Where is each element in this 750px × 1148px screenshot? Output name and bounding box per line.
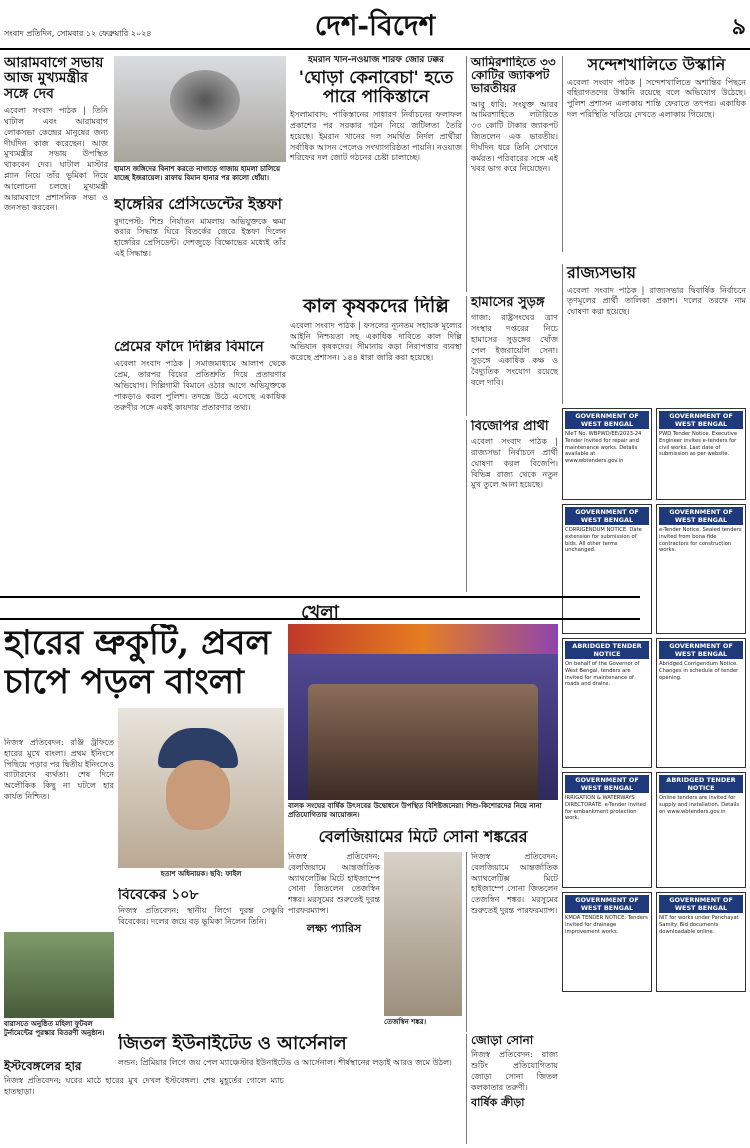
page-number: ৯ xyxy=(731,15,746,40)
article-body: নিজস্ব প্রতিবেদন: ঘরের মাঠে হারের মুখ দেখল ইস্টবেঙ্গল। শেষ মুহূর্তের গোলে ম্যাচ হাতছাড়া। xyxy=(4,1076,284,1096)
headline: বেলজিয়ামের মিটে সোনা শঙ্করের xyxy=(318,828,528,846)
article-vivek xyxy=(118,888,284,968)
tender-notice: GOVERNMENT OF WEST BENGAL NIeT No. WBPWD/EE/2023-24 Tender invited for repair and maintenance works. Details available at www.wbtenders.gov.in xyxy=(562,408,652,500)
tender-notice: GOVERNMENT OF WEST BENGAL IRRIGATION & WATERWAYS DIRECTORATE. e-Tender invited for embankment protection work. xyxy=(562,772,652,888)
kicker: ইমরান খান-নওয়াজ শরিফ জোর টক্কর xyxy=(308,56,444,65)
article-belgium-headline xyxy=(288,828,558,850)
tender-notice: GOVERNMENT OF WEST BENGAL CORRIGENDUM NOTICE. Date extension for submission of bids. All other terms unchanged. xyxy=(562,504,652,634)
headline: প্রেমের ফাঁদে দিল্লির বিমানে xyxy=(114,340,264,355)
article-body: নিজস্ব প্রতিবেদন: রাজ্য শুটিং প্রতিযোগিতায় জোড়া সোনা জিতল কলকাতার তরুণী। xyxy=(471,1050,558,1092)
tender-notice: GOVERNMENT OF WEST BENGAL PWD Tender Notice. Executive Engineer invites e-tenders for civil works. Last date of submission as per website. xyxy=(656,408,746,500)
article-sandeshkhali xyxy=(562,56,746,252)
headline: কাল কৃষকদের দিল্লি xyxy=(303,296,449,317)
tender-notice: GOVERNMENT OF WEST BENGAL NIT for works under Panchayat Samity. Bid documents downloadable online. xyxy=(656,892,746,992)
photo-caption: তেজস্বিন শঙ্কর। xyxy=(384,1017,427,1026)
article-body: বুদাপেস্ট: শিশু নির্যাতন মামলায় অভিযুক্তকে ক্ষমা করার সিদ্ধান্ত ঘিরে বিতর্কের জেরে ইস্তফা দিলেন হাঙ্গেরির প্রেসিডেন্ট। দেশজুড়ে বিক্ষোভের মধ্যেই তাঁর এই সিদ্ধান্ত। xyxy=(114,216,286,258)
bengal-photo-block xyxy=(118,708,284,884)
article-belgium-body xyxy=(288,852,380,1032)
article-body: এবেলা সংবাদ পাঠক | রাজ্যসভার দ্বিবার্ষিক নির্বাচনে তৃণমূলের প্রার্থী তালিকা প্রকাশ। দলের তরফে নাম ঘোষণা করা হয়েছে। xyxy=(567,285,746,317)
article-body: লন্ডন: প্রিমিয়ার লিগে জয় পেল ম্যাঞ্চেস্টার ইউনাইটেড ও আর্সেনাল। শীর্ষস্থানের লড়াই আরও জমে উঠল। xyxy=(118,1057,452,1067)
headline: 'ঘোড়া কেনাবেচা' হতে পারে পাকিস্তানে xyxy=(298,67,454,107)
headline: হারের ভ্রুকুটি, প্রবল চাপে পড়ল বাংলা xyxy=(4,624,271,703)
article-gold xyxy=(466,1034,558,1144)
article-body: এবেলা সংবাদ পাঠক | রাজ্যসভা নির্বাচনে প্রার্থী ঘোষণা করল বিজেপি। বিভিন্ন রাজ্য থেকে নতুন মুখ তুলে আনা হয়েছে। xyxy=(471,437,558,490)
issue-date: সংবাদ প্রতিদিন, সোমবার ১২ ফেব্রুয়ারি ২০২৪ xyxy=(4,29,152,38)
sports-section-title: খেলা xyxy=(301,602,339,620)
section-title: দেশ-বিদেশ xyxy=(314,9,436,42)
headline: হামাসের সুড়ঙ্গ xyxy=(471,296,545,310)
tender-notice: GOVERNMENT OF WEST BENGAL e-Tender Notice. Sealed tenders invited from bona fide contractors for construction works. xyxy=(656,504,746,634)
headline: আরামবাগে সভায় আজ মুখ্যমন্ত্রীর সঙ্গে দেব xyxy=(4,56,104,102)
football-team-photo xyxy=(4,932,114,1018)
article-body: এবেলা সংবাদ পাঠক | ফসলের ন্যূনতম সহায়ক মূল্যের আইনি নিশ্চয়তা সহ একাধিক দাবিতে কাল দিল্লি অভিযান কৃষকদের। সীমানায় কড়া নিরাপত্তার ব্যবস্থা করেছে প্রশাসন। ১৪৪ ধারা জারি করা হয়েছে। xyxy=(290,320,462,363)
tender-notice: GOVERNMENT OF WEST BENGAL KMDA TENDER NOTICE. Tenders invited for drainage improvement works. xyxy=(562,892,652,992)
article-body: নিজস্ব প্রতিবেদন: বেলজিয়ামে আন্তর্জাতিক অ্যাথলেটিক্স মিটে হাইজাম্পে সোনা জিতলেন তেজস্বিন শঙ্কর। মরসুমের শুরুতেই দুরন্ত পারফরম্যান্স। xyxy=(471,852,558,915)
article-arsenal xyxy=(118,1034,458,1144)
article-rajyasabha xyxy=(562,264,746,404)
cricketer-photo xyxy=(118,708,284,868)
athlete-photo-block xyxy=(384,852,462,1032)
event-stage-photo xyxy=(288,624,558,800)
article-body: এবেলা সংবাদ পাঠক | সমাজমাধ্যমে আলাপ থেকে প্রেম, তারপর বিয়ের প্রতিশ্রুতি দিয়ে প্রতারণার অভিযোগ। দিল্লিগামী বিমানে ওঠার আগে অভিযুক্তকে পাকড়াও করল পুলিশ। তদন্তে উঠে এসেছে একাধিক তরুণীর সঙ্গে একই কায়দায় প্রতারণার তথ্য। xyxy=(114,359,286,412)
article-bjp xyxy=(466,420,558,592)
article-body: গাজা: রাষ্ট্রসংঘের ত্রাণ সংস্থার দপ্তরের নিচে হামাসের সুড়ঙ্গের খোঁজ পেল ইজরায়েলি সেনা। সুড়ঙ্গে একাধিক কক্ষ ও বৈদ্যুতিক সংযোগ রয়েছে বলে দাবি। xyxy=(471,313,558,388)
article-bengal-body xyxy=(4,738,114,888)
article-arambagh xyxy=(4,56,108,592)
subhead: লক্ষ্য প্যারিস xyxy=(306,921,362,935)
headline: ইস্টবেঙ্গলের হার xyxy=(4,1060,82,1073)
balak-photo-block xyxy=(288,624,558,824)
gaza-photo-block xyxy=(114,56,286,192)
article-body: এবেলা সংবাদ পাঠক | তিনি ঘাটাল এবং আরামবাগ লোকসভা কেন্দ্রের মানুষের জন্য দীর্ঘদিন কাজ করেছেন। আজ মুখ্যমন্ত্রীর সভায় উপস্থিত থাকবেন দেব। ঘাটাল মাস্টার প্ল্যান নিয়ে তাঁর ভূমিকা নিয়ে আলোচনা চলছে। মুখ্যমন্ত্রী আরামবাগে প্রশাসনিক সভা ও জনসভা করবেন। xyxy=(4,106,108,213)
notices-column xyxy=(562,408,746,1144)
headline: আমিরশাহিতে ৩৩ কোটির জ্যাকপট ভারতীয়র xyxy=(471,56,556,96)
article-body: নিজস্ব প্রতিবেদন: স্থানীয় লিগে দুরন্ত সেঞ্চুরি বিবেকের। দলের জয়ে বড় ভূমিকা নিলেন তিনি। xyxy=(118,906,284,927)
article-delhi-farmers xyxy=(290,296,462,592)
photo-caption: বারাসতে অনুষ্ঠিত মহিলা ফুটবল টুর্নামেন্টের পুরস্কার বিতরণী অনুষ্ঠান। xyxy=(4,1019,105,1037)
article-hamas-tunnel xyxy=(466,296,558,416)
article-body: আবু ধাবি: সংযুক্ত আরব আমিরশাহিতে লটারিতে ৩৩ কোটি টাকার জ্যাকপট জিতলেন এক ভারতীয়। দীর্ঘদিন ধরে তিনি সেখানে কর্মরত। পরিবারের সঙ্গে এই খবর ভাগ করে নিয়েছেন। xyxy=(471,99,558,174)
tender-notice: ABRIDGED TENDER NOTICE Online tenders are invited for supply and installation. Details on www.wbtenders.gov.in xyxy=(656,772,746,888)
headline: বিজেপির প্রার্থী xyxy=(471,420,549,434)
photo-caption: বালক সংঘের বার্ষিক উৎসবের উদ্বোধনে উপস্থিত বিশিষ্টজনেরা। শিশু-কিশোরদের নিয়ে নানা প্রতিযোগিতার আয়োজন। xyxy=(288,801,542,819)
subhead: বার্ষিক ক্রীড়া xyxy=(471,1096,525,1110)
headline: সন্দেশখালিতে উস্কানি xyxy=(587,56,726,74)
headline: জিতল ইউনাইটেড ও আর্সেনাল xyxy=(118,1034,347,1054)
headline: হাঙ্গেরির প্রেসিডেন্টের ইস্তফা xyxy=(114,196,282,213)
photo-caption: হামাস জঙ্গিদের বিনাশ করতে নাগাড়ে গাজায় হামলা চালিয়ে যাচ্ছে ইজরায়েল। রাফায় বিমান হানার পর কালো ধোঁয়া। xyxy=(114,164,281,182)
article-hungary xyxy=(114,196,286,336)
headline: জোড়া সোনা xyxy=(471,1034,534,1047)
article-amirshahi xyxy=(466,56,558,292)
article-love-trap xyxy=(114,340,286,592)
article-body: নিজস্ব প্রতিবেদন: বেলজিয়ামে আন্তর্জাতিক অ্যাথলেটিক্স মিটে হাইজাম্পে সোনা জিতলেন তেজস্বিন শঙ্কর। মরসুমের শুরুতেই দুরন্ত পারফরম্যান্স। xyxy=(288,852,380,915)
masthead xyxy=(0,0,750,50)
league-photo-block xyxy=(4,932,114,1056)
article-pakistan xyxy=(290,56,462,292)
headline: রাজ্যসভায় xyxy=(567,264,636,282)
headline: বিবেকের ১০৮ xyxy=(118,888,199,903)
tender-notice: ABRIDGED TENDER NOTICE On behalf of the Governor of West Bengal, tenders are invited for maintenance of roads and drains. xyxy=(562,638,652,768)
athlete-photo xyxy=(384,852,462,1016)
sports-section-bar xyxy=(0,596,640,620)
article-body: এবেলা সংবাদ পাঠক | সন্দেশখালিতে অশান্তির পিছনে বহিরাগতদের উস্কানি রয়েছে বলে অভিযোগ উঠেছে। পুলিশ প্রশাসন এলাকায় শান্তি ফেরাতে তৎপর। একাধিক দল পরিস্থিতি খতিয়ে দেখতে এলাকায় গিয়েছে। xyxy=(567,77,746,119)
tender-notice: GOVERNMENT OF WEST BENGAL Abridged Corrigendum Notice. Changes in schedule of tender opening. xyxy=(656,638,746,768)
article-body: ইসলামাবাদ: পাকিস্তানের সাধারণ নির্বাচনের ফলাফল প্রকাশের পর সরকার গঠন নিয়ে জটিলতা তৈরি হয়েছে। ইমরান খানের দল সমর্থিত নির্দল প্রার্থীরা সর্বাধিক আসন পেলেও সংখ্যাগরিষ্ঠতা পায়নি। নওয়াজ শরিফের দল জোট গঠনের চেষ্টা চালাচ্ছে। xyxy=(290,110,462,163)
gaza-smoke-photo xyxy=(114,56,286,162)
article-body: নিজস্ব প্রতিবেদন: রঞ্জি ট্রফিতে হারের মুখে বাংলা। প্রথম ইনিংসে পিছিয়ে পড়ার পর দ্বিতীয় ইনিংসেও ব্যাটারদের ব্যর্থতা। শেষ দিনে অলৌকিক কিছু না ঘটলে হার কার্যত নিশ্চিত। xyxy=(4,738,114,801)
article-belgium-cont xyxy=(466,852,558,1032)
photo-caption: হতাশ অধিনায়ক। ছবি: ফাইল xyxy=(160,869,242,878)
